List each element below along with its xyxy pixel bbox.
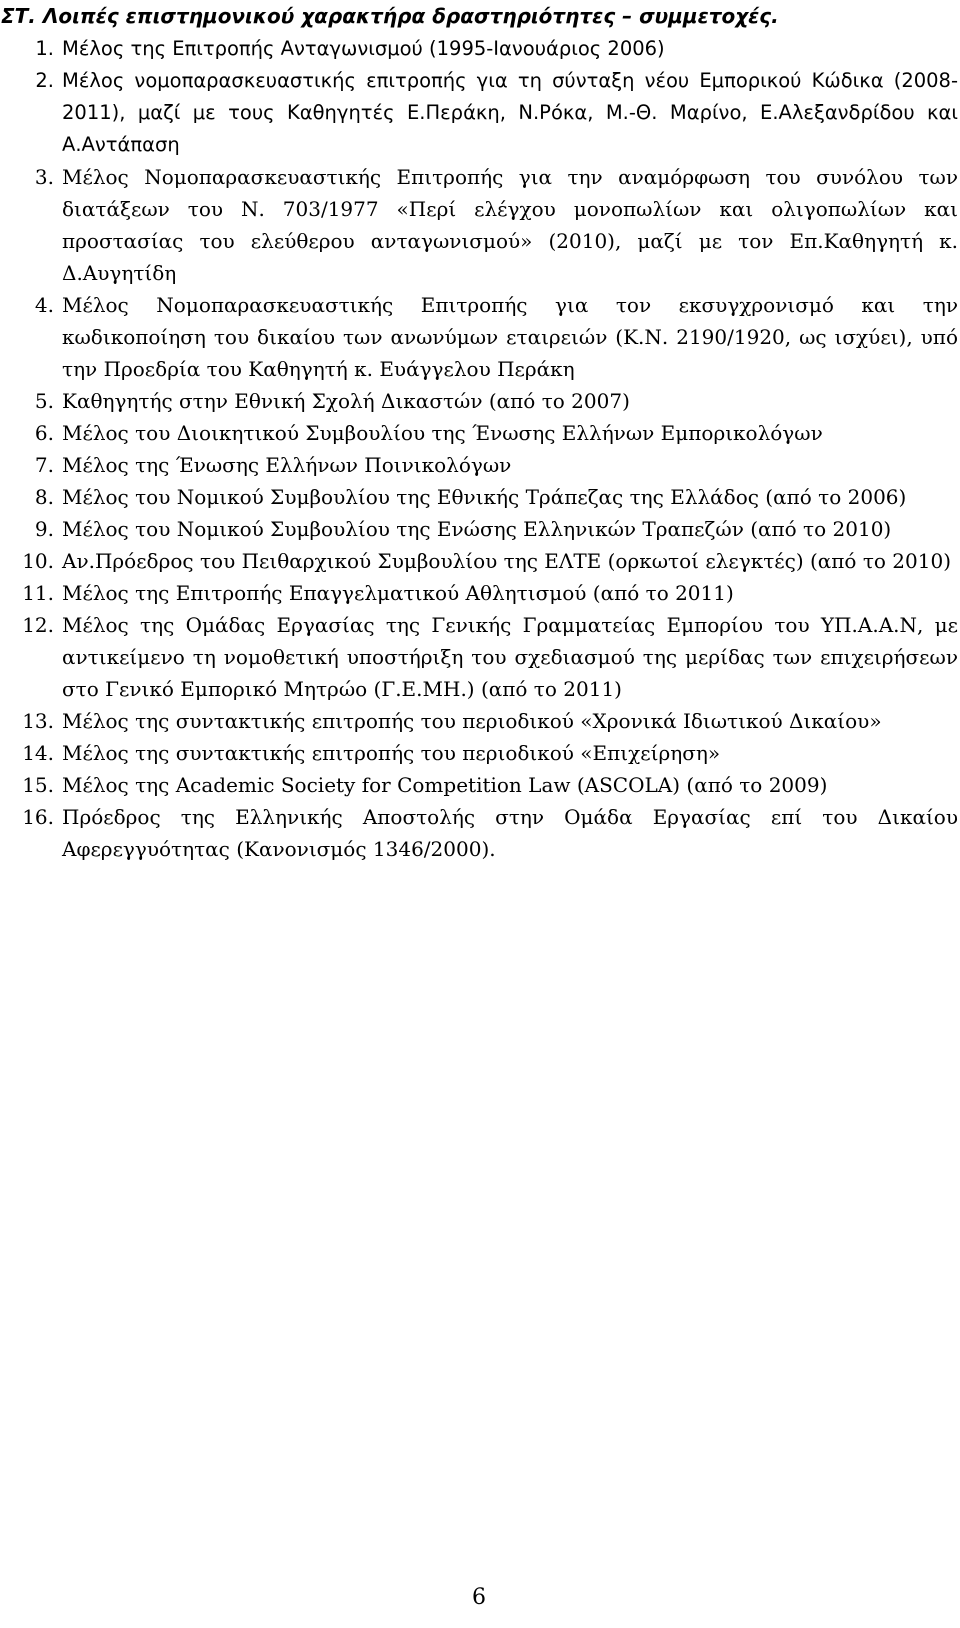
list-item <box>0 33 958 65</box>
list-item <box>0 609 958 705</box>
item-text: Μέλος Νομοπαρασκευαστικής Επιτροπής για την αναμόρφωση του συνόλου των διατάξεων του Ν. 703/1977 «Περί ελέγχου μονοπωλίων και ολιγοπωλίων και προστασίας του ελεύθερου ανταγωνισμού» (2010), μαζί με τον Επ.Καθηγητή κ. Δ.Αυγητίδη <box>62 165 958 285</box>
list-item <box>0 705 958 737</box>
list-item <box>0 737 958 769</box>
item-text: Μέλος του Νομικού Συμβουλίου της Εθνικής Τράπεζας της Ελλάδος (από το 2006) <box>62 485 907 509</box>
item-number: 8. <box>34 485 54 509</box>
list-item <box>0 289 958 385</box>
item-number: 10. <box>22 549 54 573</box>
item-text: Πρόεδρος της Ελληνικής Αποστολής στην Ομάδα Εργασίας επί του Δικαίου Αφερεγγυότητας (Κανονισμός 1346/2000). <box>62 805 958 861</box>
list-item <box>0 545 958 577</box>
item-text: Αν.Πρόεδρος του Πειθαρχικού Συμβουλίου της ΕΛΤΕ (ορκωτοί ελεγκτές) (από το 2010) <box>62 549 951 573</box>
item-text: Καθηγητής στην Εθνική Σχολή Δικαστών (από το 2007) <box>62 389 630 413</box>
item-number: 6. <box>34 421 54 445</box>
page-number: 6 <box>472 1585 486 1610</box>
list-item <box>0 65 958 161</box>
item-number: 13. <box>22 709 54 733</box>
item-number: 15. <box>22 773 54 797</box>
item-text: Μέλος της Επιτροπής Επαγγελματικού Αθλητισμού (από το 2011) <box>62 581 734 605</box>
item-number: 14. <box>22 741 54 765</box>
list-item <box>0 161 958 289</box>
item-number: 3. <box>34 165 54 189</box>
item-text: Μέλος της Ένωσης Ελλήνων Ποινικολόγων <box>62 453 512 477</box>
item-text: Μέλος του Νομικού Συμβουλίου της Ενώσης Ελληνικών Τραπεζών (από το 2010) <box>62 517 892 541</box>
item-number: 1. <box>35 37 54 60</box>
item-text: Μέλος της Επιτροπής Ανταγωνισμού (1995-Ιανουάριος 2006) <box>62 37 665 60</box>
list-item <box>0 385 958 417</box>
item-number: 12. <box>22 613 54 637</box>
list-item <box>0 481 958 513</box>
item-text: Μέλος της συντακτικής επιτροπής του περιοδικού «Χρονικά Ιδιωτικού Δικαίου» <box>62 709 882 733</box>
item-number: 9. <box>34 517 54 541</box>
item-number: 4. <box>34 293 54 317</box>
item-text: Μέλος νομοπαρασκευαστικής επιτροπής για τη σύνταξη νέου Εμπορικού Κώδικα (2008-2011), μαζί με τους Καθηγητές Ε.Περάκη, Ν.Ρόκα, Μ.-Θ. Μαρίνο, Ε.Αλεξανδρίδου και Α.Αντάπαση <box>62 69 958 156</box>
list-item <box>0 577 958 609</box>
item-text: Μέλος της συντακτικής επιτροπής του περιοδικού «Επιχείρηση» <box>62 741 721 765</box>
item-number: 11. <box>22 581 54 605</box>
list-item <box>0 769 958 801</box>
item-text: Μέλος της Academic Society for Competition Law (ASCOLA) (από το 2009) <box>62 773 828 797</box>
list-item <box>0 417 958 449</box>
item-number: 5. <box>34 389 54 413</box>
item-number: 7. <box>34 453 54 477</box>
activities-list <box>0 33 958 865</box>
item-text: Μέλος Νομοπαρασκευαστικής Επιτροπής για τον εκσυγχρονισμό και την κωδικοποίηση του δικαίου των ανωνύμων εταιρειών (Κ.Ν. 2190/1920, ως ισχύει), υπό την Προεδρία του Καθηγητή κ. Ευάγγελου Περάκη <box>62 293 958 381</box>
section-heading: ΣΤ. Λοιπές επιστημονικού χαρακτήρα δραστηριότητες – συμμετοχές. <box>1 4 779 28</box>
list-item <box>0 801 958 865</box>
item-number: 16. <box>22 805 54 829</box>
item-text: Μέλος του Διοικητικού Συμβουλίου της Ένωσης Ελλήνων Εμπορικολόγων <box>62 421 823 445</box>
list-item <box>0 449 958 481</box>
list-item <box>0 513 958 545</box>
item-text: Μέλος της Ομάδας Εργασίας της Γενικής Γραμματείας Εμπορίου του ΥΠ.Α.Α.Ν, με αντικείμενο τη νομοθετική υποστήριξη του σχεδιασμού της μερίδας των επιχειρήσεων στο Γενικό Εμπορικό Μητρώο (Γ.Ε.ΜΗ.) (από το 2011) <box>62 613 958 701</box>
item-number: 2. <box>35 69 54 92</box>
